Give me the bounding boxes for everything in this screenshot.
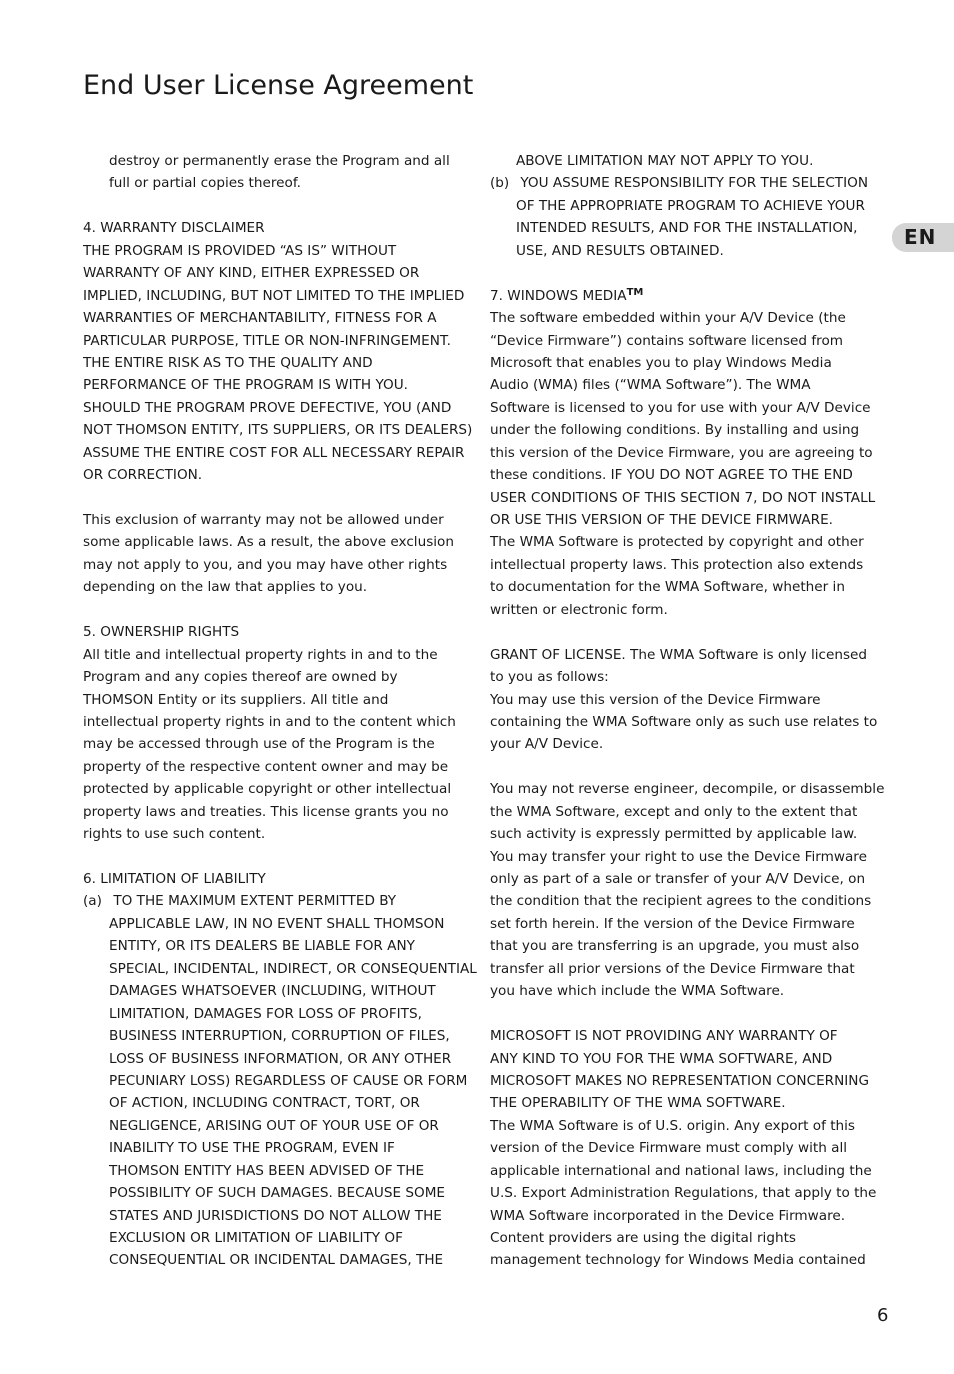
left-column: [83, 150, 477, 1272]
page-number: 6: [877, 1305, 889, 1326]
text-line: destroy or permanently erase the Program and all: [109, 153, 450, 169]
text-line: APPLICABLE LAW, IN NO EVENT SHALL THOMSON: [109, 915, 445, 932]
text-line: The WMA Software is protected by copyright and other: [490, 534, 864, 551]
section-heading-text: 7. WINDOWS MEDIA: [490, 287, 627, 304]
text-line: depending on the law that applies to you.: [83, 579, 368, 596]
text-line: such activity is expressly permitted by applicable law.: [490, 826, 858, 843]
text-line: to documentation for the WMA Software, whether in: [490, 579, 845, 596]
text-line: rights to use such content.: [83, 826, 266, 843]
text-line: may not apply to you, and you may have other rights: [83, 556, 448, 573]
right-column: [490, 150, 885, 1272]
text-line: PERFORMANCE OF THE PROGRAM IS WITH YOU.: [83, 377, 408, 394]
text-line: property laws and treaties. This license grants you no: [83, 803, 449, 820]
text-line: BUSINESS INTERRUPTION, CORRUPTION OF FILES,: [109, 1028, 450, 1045]
section-heading: 5. OWNERSHIP RIGHTS: [83, 624, 240, 641]
list-item-body: [516, 175, 882, 262]
text-line: set forth herein. If the version of the Device Firmware: [490, 915, 855, 932]
text-line: MICROSOFT IS NOT PROVIDING ANY WARRANTY OF: [490, 1028, 838, 1045]
text-line: POSSIBILITY OF SUCH DAMAGES. BECAUSE SOME: [109, 1185, 446, 1202]
text-line: intellectual property rights in and to the content which: [83, 713, 456, 730]
section-grant-of-license: [490, 644, 882, 756]
text-line: YOU ASSUME RESPONSIBILITY FOR THE SELECTION: [520, 175, 868, 192]
text-line: OR CORRECTION.: [83, 467, 203, 484]
text-line: WARRANTY OF ANY KIND, EITHER EXPRESSED OR: [83, 265, 420, 282]
text-line: ASSUME THE ENTIRE COST FOR ALL NECESSARY REPAIR: [83, 444, 465, 461]
text-line: WARRANTIES OF MERCHANTABILITY, FITNESS FOR A: [83, 310, 437, 327]
page-title: End User License Agreement: [83, 70, 474, 101]
text-line: USE, AND RESULTS OBTAINED.: [516, 242, 724, 259]
text-line: Audio (WMA) files (“WMA Software”). The WMA: [490, 377, 811, 394]
text-line: version of the Device Firmware must comply with all: [490, 1140, 848, 1157]
text-line: NOT THOMSON ENTITY, ITS SUPPLIERS, OR ITS DEALERS): [83, 422, 473, 439]
language-tab-en: EN: [892, 223, 954, 252]
section-warranty-disclaimer: [83, 217, 473, 598]
text-line: intellectual property laws. This protection also extends: [490, 556, 864, 573]
section-body: [83, 240, 473, 487]
text-line: containing the WMA Software only as such use relates to: [490, 713, 878, 730]
text-line: ANY KIND TO YOU FOR THE WMA SOFTWARE, AND: [490, 1050, 833, 1067]
text-line: You may not reverse engineer, decompile, or disassemble: [490, 781, 885, 798]
text-line: ENTITY, OR ITS DEALERS BE LIABLE FOR ANY: [109, 938, 415, 955]
text-line: your A/V Device.: [490, 736, 604, 753]
text-line: to you as follows:: [490, 669, 609, 686]
text-line: the condition that the recipient agrees to the conditions: [490, 893, 872, 910]
text-line: “Device Firmware”) contains software licensed from: [490, 332, 843, 349]
text-line: OF ACTION, INCLUDING CONTRACT, TORT, OR: [109, 1095, 420, 1112]
text-line: protected by applicable copyright or other intellectual: [83, 781, 452, 798]
section-heading: 4. WARRANTY DISCLAIMER: [83, 220, 265, 237]
list-item-label: (b): [490, 175, 510, 192]
list-item-a: [83, 890, 477, 1271]
list-item-body: [109, 893, 477, 1271]
text-line: these conditions. IF YOU DO NOT AGREE TO THE END: [490, 467, 853, 484]
text-line: WMA Software incorporated in the Device Firmware.: [490, 1207, 846, 1224]
text-line: THE OPERABILITY OF THE WMA SOFTWARE.: [490, 1095, 786, 1112]
text-line: THOMSON Entity or its suppliers. All title and: [83, 691, 389, 708]
text-line: you have which include the WMA Software.: [490, 983, 785, 1000]
text-line: CONSEQUENTIAL OR INCIDENTAL DAMAGES, THE: [109, 1252, 444, 1269]
text-line: Software is licensed to you for use with your A/V Device: [490, 399, 871, 416]
text-line: This exclusion of warranty may not be allowed under: [83, 512, 444, 528]
text-line: INTENDED RESULTS, AND FOR THE INSTALLATION,: [516, 220, 858, 237]
text-line: only as part of a sale or transfer of your A/V Device, on: [490, 871, 866, 888]
text-line: The WMA Software is of U.S. origin. Any export of this: [490, 1117, 855, 1134]
text-line: You may use this version of the Device Firmware: [490, 691, 821, 708]
text-line: All title and intellectual property rights in and to the: [83, 646, 438, 663]
list-item-b: [490, 172, 882, 262]
section-windows-media: [490, 285, 882, 622]
text-line: applicable international and national laws, including the: [490, 1162, 872, 1179]
continuation-text: [83, 150, 467, 195]
text-line: transfer all prior versions of the Device Firmware that: [490, 960, 855, 977]
text-line: THE PROGRAM IS PROVIDED “AS IS” WITHOUT: [83, 242, 397, 259]
text-line: U.S. Export Administration Regulations, that apply to the: [490, 1185, 877, 1202]
text-line: THOMSON ENTITY HAS BEEN ADVISED OF THE: [109, 1162, 425, 1179]
text-line: USER CONDITIONS OF THIS SECTION 7, DO NOT INSTALL: [490, 489, 876, 506]
list-item-label: (a): [83, 893, 102, 910]
text-line: SHOULD THE PROGRAM PROVE DEFECTIVE, YOU (AND: [83, 399, 452, 416]
text-line: this version of the Device Firmware, you are agreeing to: [490, 444, 873, 461]
text-line: LOSS OF BUSINESS INFORMATION, OR ANY OTHER: [109, 1050, 452, 1067]
text-line: You may transfer your right to use the Device Firmware: [490, 848, 867, 865]
trademark-mark: TM: [626, 286, 644, 298]
text-line: management technology for Windows Media contained: [490, 1252, 866, 1269]
text-line: Content providers are using the digital rights: [490, 1230, 796, 1247]
text-line: IMPLIED, INCLUDING, BUT NOT LIMITED TO THE IMPLIED: [83, 287, 465, 304]
text-line: PECUNIARY LOSS) REGARDLESS OF CAUSE OR FORM: [109, 1072, 468, 1089]
text-line: OF THE APPROPRIATE PROGRAM TO ACHIEVE YOUR: [516, 197, 865, 214]
text-line: written or electronic form.: [490, 601, 668, 618]
text-line: PARTICULAR PURPOSE, TITLE OR NON-INFRINGEMENT.: [83, 332, 451, 349]
section-body: [83, 509, 467, 599]
text-line: SPECIAL, INCIDENTAL, INDIRECT, OR CONSEQUENTIAL: [109, 960, 477, 977]
text-line: NEGLIGENCE, ARISING OUT OF YOUR USE OF OR: [109, 1117, 439, 1134]
text-line: OR USE THIS VERSION OF THE DEVICE FIRMWARE.: [490, 512, 833, 529]
section-heading: 6. LIMITATION OF LIABILITY: [83, 871, 266, 887]
text-line: TO THE MAXIMUM EXTENT PERMITTED BY: [113, 893, 397, 910]
text-line: full or partial copies thereof.: [109, 175, 301, 192]
text-line: that you are transferring is an upgrade, you must also: [490, 938, 860, 955]
section-heading: [490, 285, 882, 307]
text-line: Microsoft that enables you to play Windows Media: [490, 354, 832, 371]
text-line: MICROSOFT MAKES NO REPRESENTATION CONCERNING: [490, 1072, 869, 1089]
text-line: under the following conditions. By installing and using: [490, 422, 860, 439]
text-line: Program and any copies thereof are owned by: [83, 669, 398, 686]
text-line: EXCLUSION OR LIMITATION OF LIABILITY OF: [109, 1230, 403, 1247]
text-line: LIMITATION, DAMAGES FOR LOSS OF PROFITS,: [109, 1005, 422, 1022]
section-reverse-engineering: [490, 778, 885, 1002]
section-microsoft-warranty: [490, 1025, 882, 1272]
text-line: property of the respective content owner and may be: [83, 758, 449, 775]
text-line: INABILITY TO USE THE PROGRAM, EVEN IF: [109, 1140, 395, 1157]
text-line: may be accessed through use of the Program is the: [83, 736, 435, 753]
section-body: [83, 644, 467, 846]
text-line: STATES AND JURISDICTIONS DO NOT ALLOW THE: [109, 1207, 442, 1224]
section-limitation-of-liability: [83, 868, 477, 1272]
text-line: The software embedded within your A/V Device (the: [490, 310, 846, 327]
text-line: some applicable laws. As a result, the above exclusion: [83, 534, 454, 551]
section-body: [490, 307, 882, 621]
text-line: DAMAGES WHATSOEVER (INCLUDING, WITHOUT: [109, 983, 436, 1000]
text-line: THE ENTIRE RISK AS TO THE QUALITY AND: [83, 354, 373, 371]
section-ownership-rights: [83, 621, 467, 845]
continuation-text: ABOVE LIMITATION MAY NOT APPLY TO YOU.: [516, 153, 814, 169]
text-line: the WMA Software, except and only to the extent that: [490, 803, 858, 820]
text-line: GRANT OF LICENSE. The WMA Software is only licensed: [490, 646, 868, 663]
